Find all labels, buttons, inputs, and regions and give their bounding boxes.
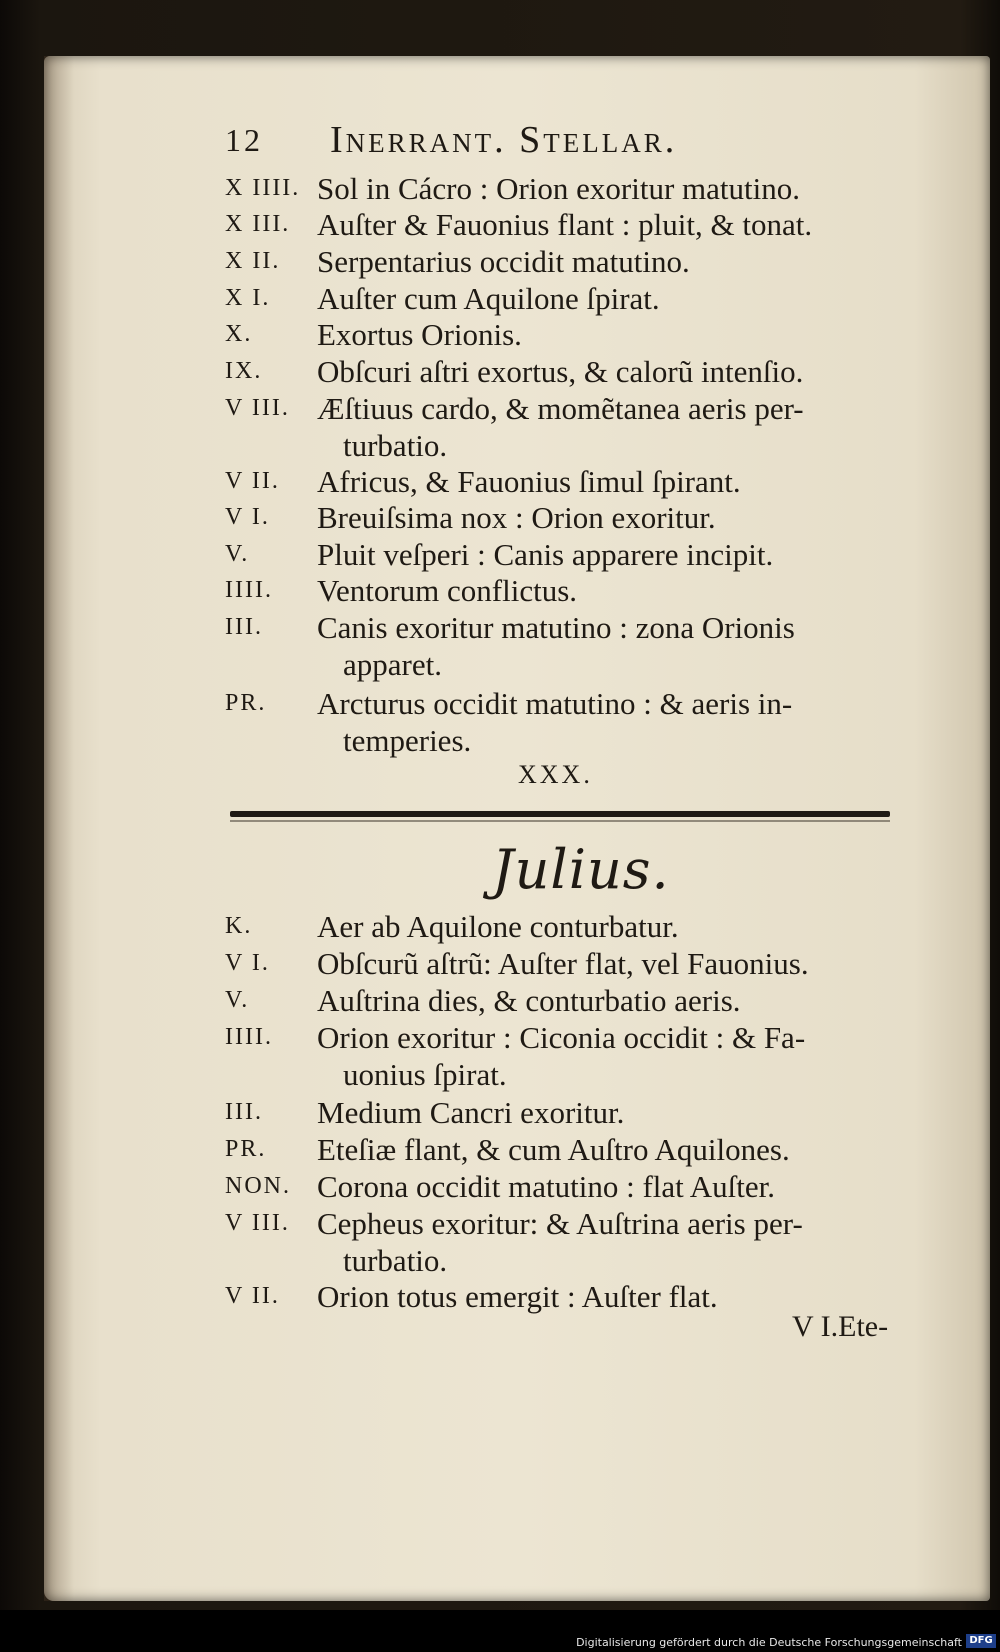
page-number: 12 xyxy=(225,122,263,158)
entry-text: Exortus Orionis. xyxy=(317,317,522,352)
dfg-logo: DFG xyxy=(966,1634,996,1648)
entry-continuation: temperies. xyxy=(343,723,472,758)
entry-text: Sol in Cácro : Orion exoritur matutino. xyxy=(317,171,801,206)
day-numeral: IX. xyxy=(225,358,263,384)
day-numeral: X IIII. xyxy=(225,175,301,201)
day-numeral: V. xyxy=(225,987,250,1013)
page-header xyxy=(225,118,855,168)
entry-text: Corona occidit matutino : flat Auſter. xyxy=(317,1169,776,1204)
day-numeral: III. xyxy=(225,1099,263,1125)
entry-text: Pluit veſperi : Canis apparere incipit. xyxy=(317,537,774,572)
entry-text: Obſcurũ aſtrũ: Auſter flat, vel Fauonius. xyxy=(317,946,809,981)
entry-text: Obſcuri aſtri exortus, & calorũ intenſio. xyxy=(317,354,804,389)
entry-text: Breuiſsima nox : Orion exoritur. xyxy=(317,500,716,535)
day-numeral: III. xyxy=(225,614,263,640)
section-rule-shadow xyxy=(230,820,890,822)
entry-text: Orion totus emergit : Auſter flat. xyxy=(317,1279,718,1314)
day-numeral: V II. xyxy=(225,1283,280,1309)
day-numeral: X II. xyxy=(225,248,281,274)
entry-text: Canis exoritur matutino : zona Orionis xyxy=(317,610,795,645)
day-numeral: IIII. xyxy=(225,1024,273,1050)
entry-text: Ventorum conflictus. xyxy=(317,573,578,608)
day-numeral: X. xyxy=(225,321,253,347)
catchword-bottom: V I.Ete- xyxy=(792,1310,889,1343)
day-numeral: V. xyxy=(225,541,250,567)
entry-text: Aer ab Aquilone conturbatur. xyxy=(317,909,679,944)
day-numeral: X I. xyxy=(225,285,271,311)
month-title: Julius. xyxy=(492,838,670,901)
day-numeral: PR. xyxy=(225,1136,267,1162)
day-numeral: K. xyxy=(225,913,253,939)
entry-text: Auſter cum Aquilone ſpirat. xyxy=(317,281,660,316)
entry-text: Arcturus occidit matutino : & aeris in- xyxy=(317,686,793,721)
day-numeral: V III. xyxy=(225,395,290,421)
entry-continuation: apparet. xyxy=(343,647,442,682)
entry-continuation: turbatio. xyxy=(343,1243,448,1278)
day-numeral: V III. xyxy=(225,1210,290,1236)
entry-text: Medium Cancri exoritur. xyxy=(317,1095,625,1130)
day-numeral: V I. xyxy=(225,504,270,530)
entry-text: Cepheus exoritur: & Auſtrina aeris per- xyxy=(317,1206,803,1241)
entry-text: Auſter & Fauonius flant : pluit, & tonat. xyxy=(317,207,813,242)
entry-text: Serpentarius occidit matutino. xyxy=(317,244,690,279)
spine-shadow xyxy=(44,56,74,1601)
entry-text: Auſtrina dies, & conturbatio aeris. xyxy=(317,983,741,1018)
entry-continuation: uonius ſpirat. xyxy=(343,1057,507,1092)
day-numeral: V I. xyxy=(225,950,270,976)
catchword-xxx: XXX. xyxy=(518,760,593,789)
running-title: Inerrant. Stellar. xyxy=(330,119,678,161)
entry-continuation: turbatio. xyxy=(343,428,448,463)
funding-notice: Digitalisierung gefördert durch die Deutsche Forschungsgemeinschaft xyxy=(576,1636,962,1649)
day-numeral: PR. xyxy=(225,690,267,716)
entry-text: Africus, & Fauonius ſimul ſpirant. xyxy=(317,464,741,499)
entry-text: Eteſiæ flant, & cum Auſtro Aquilones. xyxy=(317,1132,790,1167)
entry-text: Orion exoritur : Ciconia occidit : & Fa- xyxy=(317,1020,806,1055)
day-numeral: NON. xyxy=(225,1173,291,1199)
day-numeral: V II. xyxy=(225,468,280,494)
entry-text: Æſtiuus cardo, & momẽtanea aeris per- xyxy=(317,391,804,426)
section-rule xyxy=(230,811,890,817)
day-numeral: IIII. xyxy=(225,577,273,603)
day-numeral: X III. xyxy=(225,211,291,237)
